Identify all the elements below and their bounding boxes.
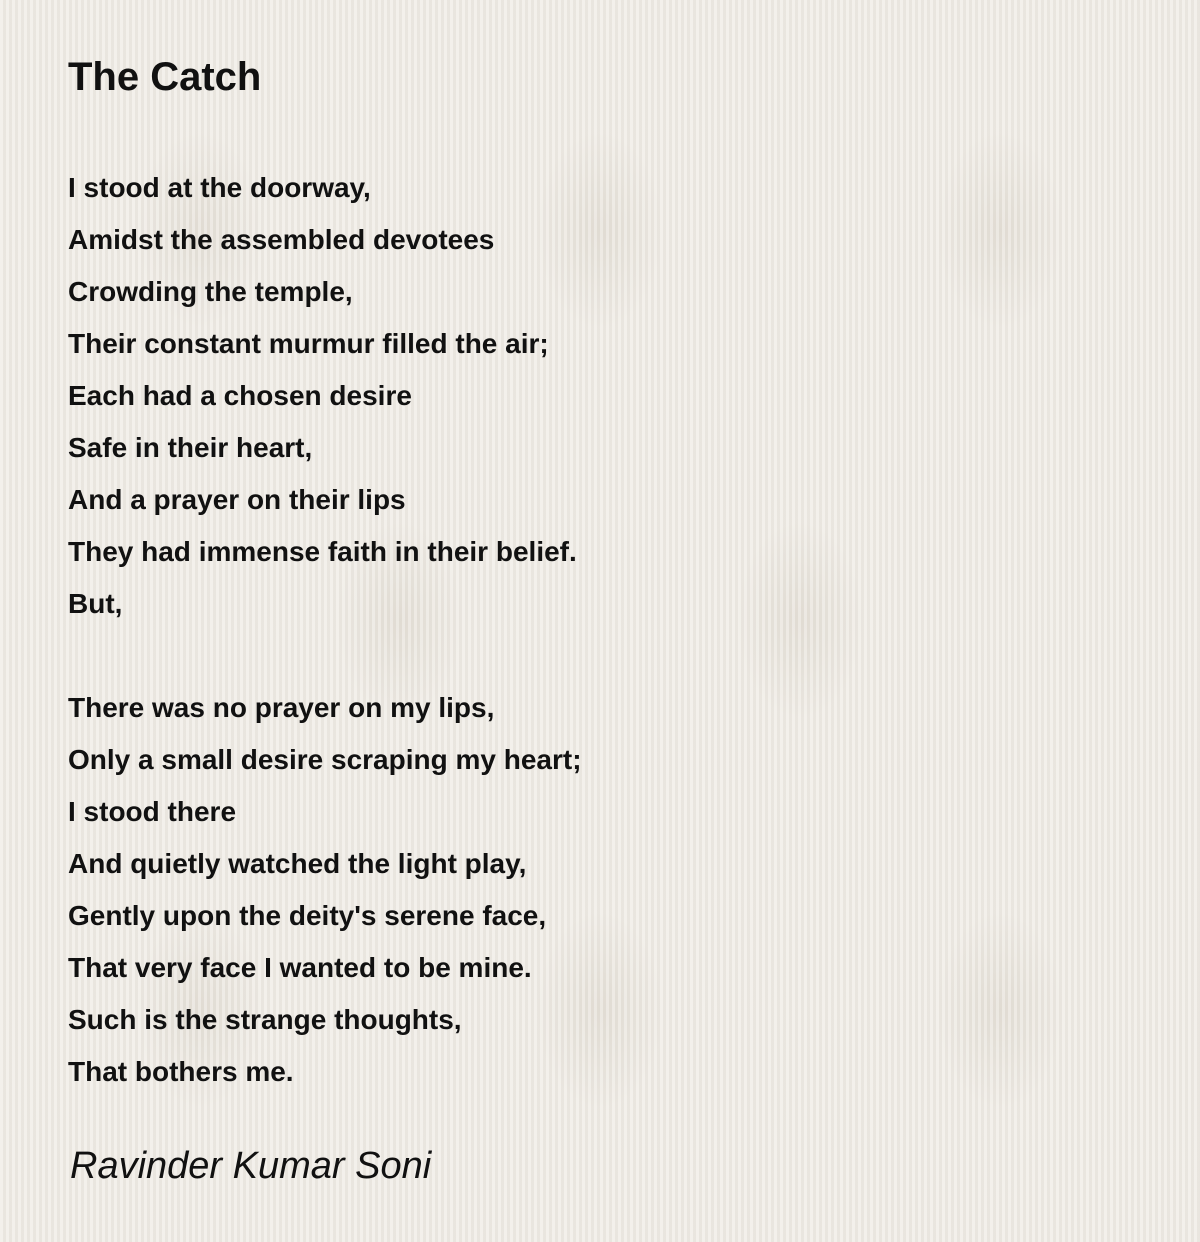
poem-line: I stood at the doorway, bbox=[68, 172, 371, 203]
poem-container bbox=[68, 52, 1148, 1098]
poem-line: Only a small desire scraping my heart; bbox=[68, 744, 582, 775]
poem-line: Gently upon the deity's serene face, bbox=[68, 900, 547, 931]
poem-line: I stood there bbox=[68, 796, 237, 827]
poem-line: And quietly watched the light play, bbox=[68, 848, 527, 879]
poem-line: That very face I wanted to be mine. bbox=[68, 952, 532, 983]
poem-author: Ravinder Kumar Soni bbox=[70, 1145, 432, 1187]
poem-line: Such is the strange thoughts, bbox=[68, 1004, 462, 1035]
poem-line: And a prayer on their lips bbox=[68, 484, 406, 515]
poem-line: Amidst the assembled devotees bbox=[68, 224, 495, 255]
poem-title: The Catch bbox=[68, 55, 262, 99]
stanza-break bbox=[68, 630, 1148, 682]
poem-line: But, bbox=[68, 588, 123, 619]
poem-line: Their constant murmur filled the air; bbox=[68, 328, 549, 359]
poem-line: Safe in their heart, bbox=[68, 432, 313, 463]
poem-line: There was no prayer on my lips, bbox=[68, 692, 495, 723]
poem-line: Each had a chosen desire bbox=[68, 380, 412, 411]
poem-line: They had immense faith in their belief. bbox=[68, 536, 577, 567]
poem-line: Crowding the temple, bbox=[68, 276, 353, 307]
poem-line: That bothers me. bbox=[68, 1056, 294, 1087]
poem-body bbox=[68, 162, 1148, 1098]
